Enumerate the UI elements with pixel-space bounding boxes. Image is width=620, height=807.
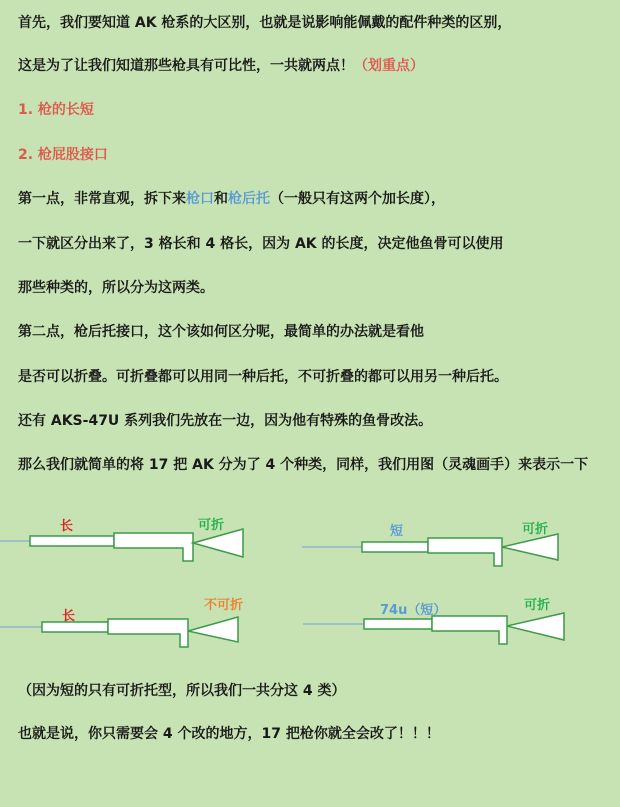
- length-label: 长: [60, 519, 74, 534]
- paragraph-conclusion: 也就是说，你只需要会 4 个改的地方，17 把枪你就全会改了！！！: [18, 726, 440, 742]
- diagram-long-nonfoldable: [0, 597, 243, 647]
- stock-triangle: [507, 613, 564, 640]
- diagram-short-foldable: [302, 521, 558, 566]
- gun-receiver: [114, 533, 193, 561]
- length-label: 长: [62, 609, 76, 624]
- paragraph-two-classes: 那些种类的，所以分为这两类。: [18, 280, 214, 296]
- stock-triangle: [502, 534, 558, 560]
- gun-receiver: [428, 538, 502, 566]
- paragraph-foldable: 是否可以折叠。可折叠都可以用同一种后托，不可折叠的都可以用另一种后托。: [18, 369, 508, 385]
- gun-body: [364, 619, 432, 629]
- paragraph-aks47u: 还有 AKS-47U 系列我们先放在一边，因为他有特殊的鱼骨改法。: [18, 413, 433, 429]
- stock-triangle: [188, 617, 238, 642]
- paragraph-point-one: 第一点，非常直观，拆下来枪口和枪后托（一般只有这两个加长度），: [18, 191, 445, 207]
- paragraph-point-two: 第二点，枪后托接口，这个该如何区分呢，最简单的办法就是看他: [18, 324, 424, 340]
- diagram-74u-foldable: [303, 597, 564, 644]
- list-item-length: 1. 枪的长短: [18, 102, 94, 118]
- gun-diagram: [0, 500, 620, 660]
- paragraph-four-classes-note: （因为短的只有可折托型，所以我们一共分这 4 类）: [18, 683, 346, 699]
- length-label: 短: [390, 524, 404, 539]
- stock-label: 不可折: [204, 598, 244, 613]
- highlight-note: （划重点）: [354, 58, 424, 74]
- gun-body: [362, 542, 428, 552]
- gun-receiver: [108, 619, 188, 647]
- paragraph-intro: 首先，我们要知道 AK 枪系的大区别，也就是说影响能佩戴的配件种类的区别，: [18, 15, 512, 31]
- paragraph-purpose: 这是为了让我们知道那些枪具有可比性，一共就两点！（划重点）: [18, 58, 424, 74]
- stock-label: 可折: [522, 522, 549, 537]
- list-item-stock-interface: 2. 枪屁股接口: [18, 147, 108, 163]
- stock-label: 可折: [198, 518, 225, 533]
- gun-receiver: [432, 616, 507, 644]
- paragraph-four-types: 那么我们就简单的将 17 把 AK 分为了 4 个种类，同样，我们用图（灵魂画手）来表示一下: [18, 457, 589, 473]
- length-label: 74u（短）: [380, 603, 447, 618]
- highlight-stock: 枪后托: [228, 191, 270, 207]
- highlight-muzzle: 枪口: [186, 191, 214, 207]
- gun-body: [30, 536, 114, 546]
- diagram-long-foldable: [0, 517, 243, 561]
- stock-triangle: [193, 529, 243, 557]
- stock-label: 可折: [524, 598, 551, 613]
- paragraph-length-split: 一下就区分出来了，3 格长和 4 格长，因为 AK 的长度，决定他鱼骨可以使用: [18, 236, 504, 252]
